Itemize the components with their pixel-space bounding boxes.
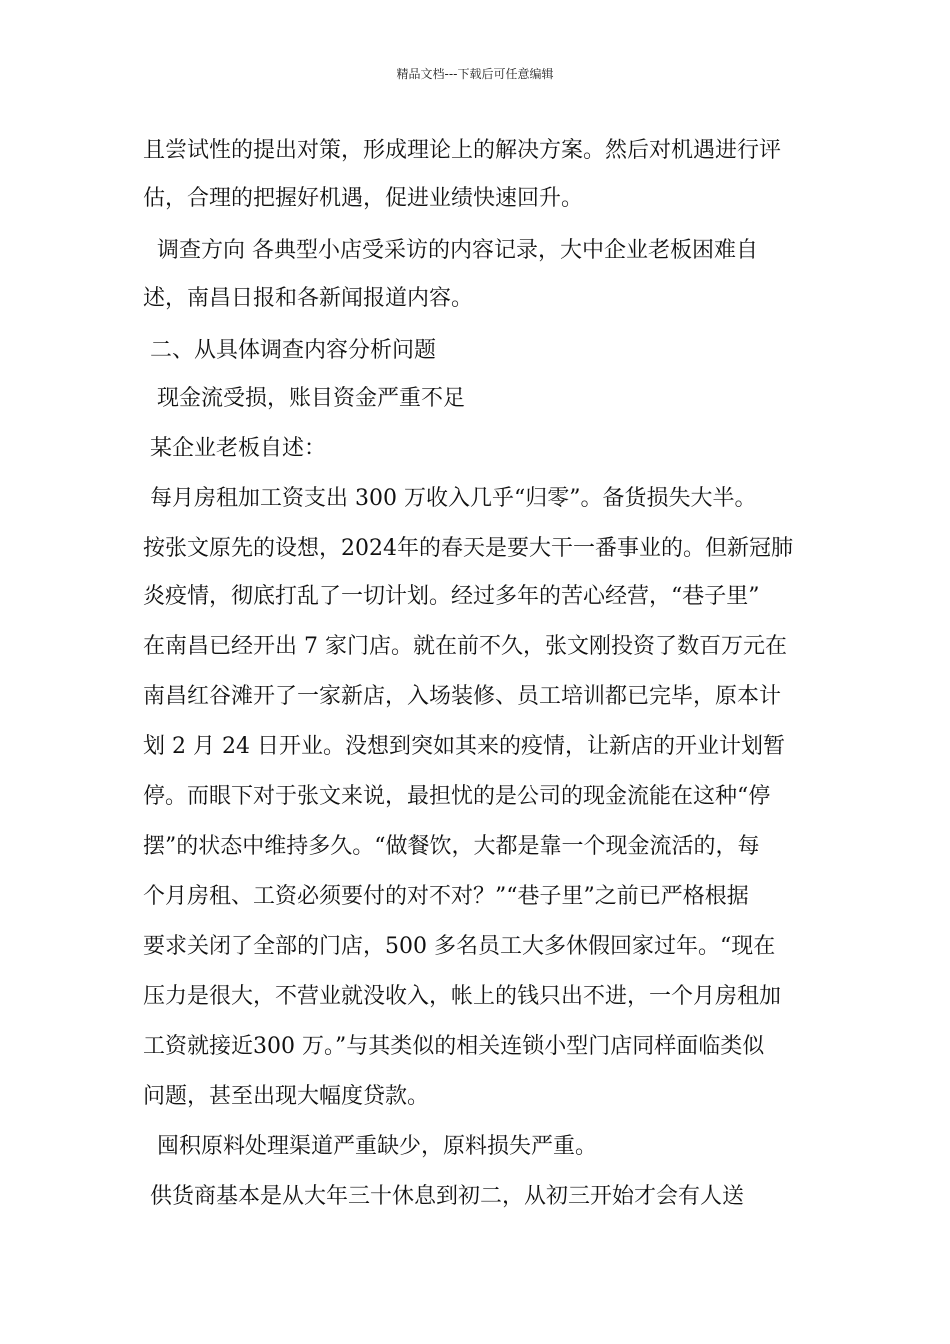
text-line: 且尝试性的提出对策，形成理论上的解决方案。然后对机遇进行评 xyxy=(143,138,782,163)
text-line: 停。而眼下对于张文来说，最担忧的是公司的现金流能在这种“停 xyxy=(143,784,771,809)
text-line: 现金流受损，账目资金严重不足 xyxy=(143,386,465,411)
page-header: 精品文档---下载后可任意编辑 xyxy=(396,67,554,81)
text-line: 每月房租加工资支出 300 万收入几乎“归零”。备货损失大半。 xyxy=(143,486,757,511)
text-line: 在南昌已经开出 7 家门店。就在前不久，张文刚投资了数百万元在 xyxy=(143,634,787,659)
text-line: 估，合理的把握好机遇，促进业绩快速回升。 xyxy=(143,186,584,211)
text-line: 摆”的状态中维持多久。“做餐饮，大都是靠一个现金流活的，每 xyxy=(143,834,760,859)
text-line: 炎疫情，彻底打乱了一切计划。经过多年的苦心经营，“巷子里” xyxy=(143,584,760,609)
text-line: 供货商基本是从大年三十休息到初二，从初三开始才会有人送 xyxy=(143,1184,744,1209)
text-line: 工资就接近300 万。”与其类似的相关连锁小型门店同样面临类似 xyxy=(143,1034,765,1059)
text-line: 囤积原料处理渠道严重缺少，原料损失严重。 xyxy=(143,1134,597,1159)
text-line: 南昌红谷滩开了一家新店，入场装修、员工培训都已完毕，原本计 xyxy=(143,684,782,709)
text-line: 问题，甚至出现大幅度贷款。 xyxy=(143,1084,430,1109)
text-line: 个月房租、工资必须要付的对不对？”“巷子里”之前已严格根据 xyxy=(143,884,749,909)
text-line: 要求关闭了全部的门店，500 多名员工大多休假回家过年。“现在 xyxy=(143,934,776,959)
text-line: 压力是很大，不营业就没收入，帐上的钱只出不进，一个月房租加 xyxy=(143,984,782,1009)
text-line: 二、从具体调查内容分析问题 xyxy=(143,338,436,363)
text-line: 划 2 月 24 日开业。没想到突如其来的疫情，让新店的开业计划暂 xyxy=(143,734,785,759)
text-line: 调查方向 各典型小店受采访的内容记录，大中企业老板困难自 xyxy=(143,238,758,263)
text-line: 按张文原先的设想，2024年的春天是要大干一番事业的。但新冠肺 xyxy=(143,536,793,561)
text-line: 某企业老板自述： xyxy=(143,436,326,461)
text-line: 述，南昌日报和各新闻报道内容。 xyxy=(143,286,474,311)
